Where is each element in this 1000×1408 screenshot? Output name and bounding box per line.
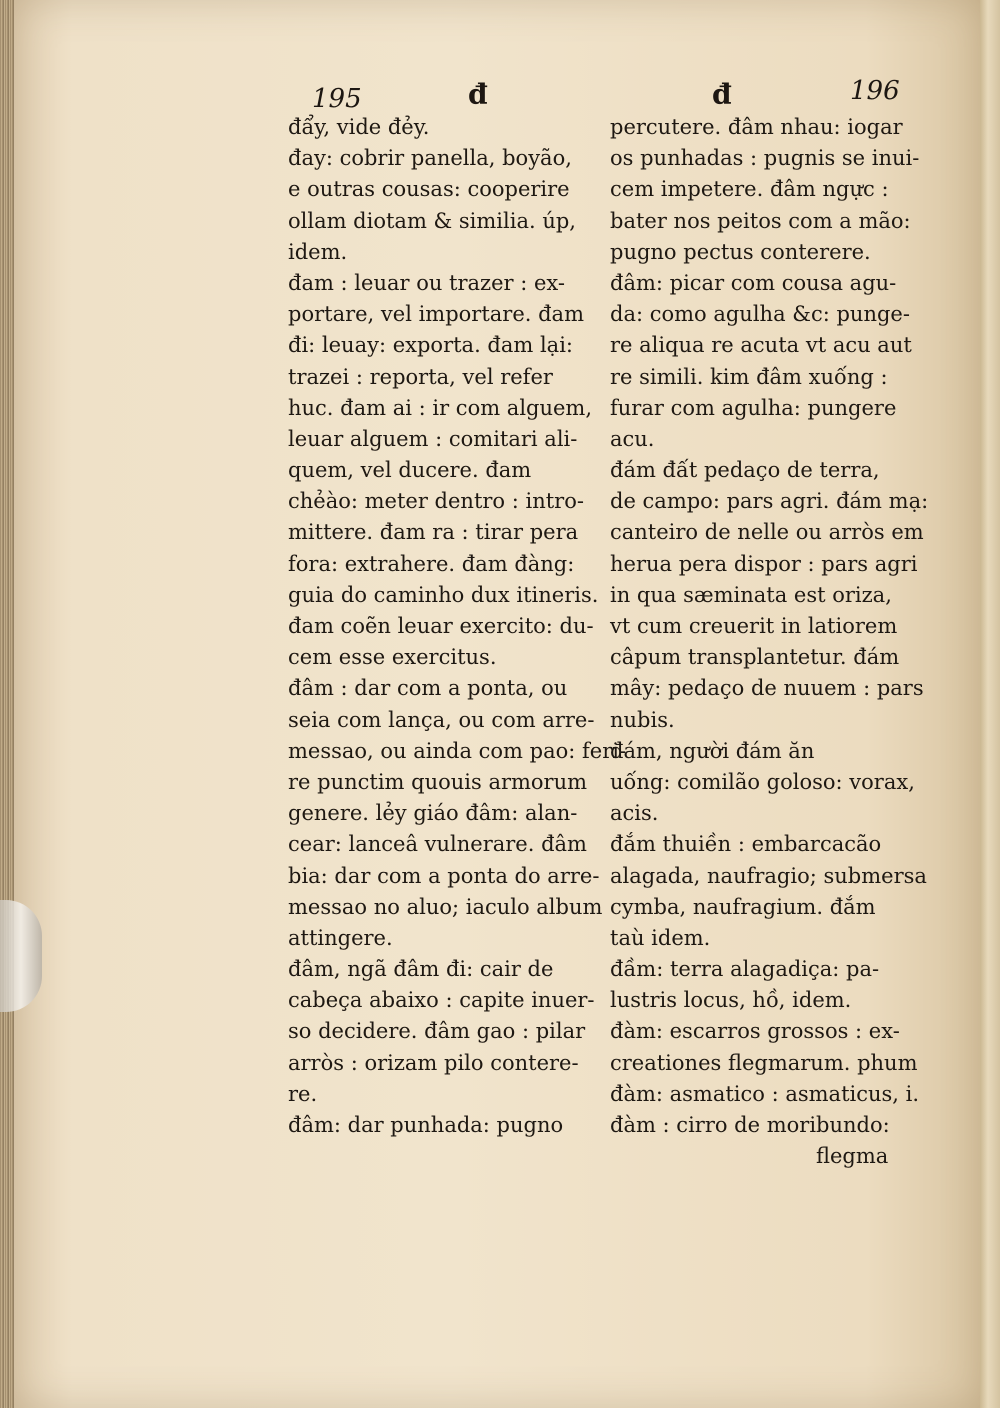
text-line: creationes flegmarum. phum (610, 1050, 918, 1075)
text-line: idem. (288, 239, 348, 264)
text-line: da: como agulha &c: punge- (610, 302, 910, 327)
text-line: bater nos peitos com a mão: (610, 208, 911, 233)
text-line: đàm: escarros grossos : ex- (610, 1019, 900, 1044)
text-line: cem esse exercitus. (288, 645, 497, 670)
text-line: đám đất pedaço de terra, (610, 458, 880, 483)
text-line: acu. (610, 426, 655, 451)
text-line: de campo: pars agri. đám mạ: (610, 489, 929, 514)
text-line: so decidere. đâm gao : pilar (288, 1019, 586, 1044)
catchword: flegma (816, 1144, 889, 1169)
text-line: re punctim quouis armorum (288, 769, 588, 794)
text-line: đâm, ngã đâm đi: cair de (288, 957, 554, 982)
text-line: đâm : dar com a ponta, ou (288, 676, 568, 701)
text-line: pugno pectus conterere. (610, 239, 871, 264)
text-line: đẩy, vide đẻy. (288, 115, 430, 139)
text-line: đàm: asmatico : asmaticus, i. (610, 1081, 920, 1106)
page-number-left: 195 (312, 84, 362, 114)
text-line: arròs : orizam pilo contere- (288, 1050, 579, 1075)
page-clip (0, 900, 42, 1012)
text-line: đàm : cirro de moribundo: (610, 1113, 890, 1137)
text-line: cear: lanceâ vulnerare. đâm (288, 832, 587, 857)
text-line: đâm: picar com cousa agu- (610, 270, 897, 295)
text-line: cabeça abaixo : capite inuer- (288, 988, 595, 1013)
text-line: ollam diotam & similia. úp, (288, 208, 576, 233)
text-line: cymba, naufragium. đắm (610, 894, 876, 919)
text-line: fora: extrahere. đam đàng: (288, 551, 575, 576)
text-line: mây: pedaço de nuuem : pars (610, 676, 924, 701)
text-line: re simili. kim đâm xuống : (610, 364, 888, 389)
text-line: e outras cousas: cooperire (288, 177, 570, 202)
left-column (288, 112, 627, 1141)
text-line: huc. đam ai : ir com alguem, (288, 395, 593, 420)
text-line: os punhadas : pugnis se inui- (610, 146, 920, 171)
text-line: mittere. đam ra : tirar pera (288, 520, 579, 545)
text-line: lustris locus, hồ, idem. (610, 988, 852, 1013)
text-line: uống: comilão goloso: vorax, (610, 769, 915, 794)
text-line: đi: leuay: exporta. đam lại: (288, 333, 573, 358)
text-line: guia do caminho dux itineris. (288, 582, 599, 607)
text-line: trazei : reporta, vel refer (288, 364, 553, 389)
text-line: portare, vel importare. đam (288, 302, 584, 327)
text-line: furar com agulha: pungere (610, 395, 897, 420)
text-line: taù idem. (610, 925, 711, 950)
text-line: messao, ou ainda com pao: feri- (288, 738, 627, 763)
text-line: chẻào: meter dentro : intro- (288, 489, 584, 514)
book-edge-right (980, 0, 1000, 1408)
text-line: percutere. đâm nhau: iogar (610, 115, 903, 139)
text-line: vt cum creuerit in latiorem (610, 614, 898, 638)
text-line: đầm: terra alagadiça: pa- (610, 957, 880, 982)
text-line: leuar alguem : comitari ali- (288, 426, 578, 451)
text-line: câpum transplantetur. đám (610, 645, 900, 670)
page-number-right: 196 (850, 76, 900, 106)
text-line: cem impetere. đâm ngực : (610, 177, 889, 202)
text-line: đay: cobrir panella, boyão, (288, 146, 572, 171)
text-line: đám, người đám ăn (610, 738, 815, 763)
header-letter-right: đ (712, 78, 732, 111)
text-line: acis. (610, 801, 659, 826)
text-line: re aliqua re acuta vt acu aut (610, 333, 912, 358)
text-line: attingere. (288, 925, 393, 950)
text-line: herua pera dispor : pars agri (610, 551, 918, 576)
text-line: seia com lança, ou com arre- (288, 707, 595, 732)
text-line: re. (288, 1081, 318, 1106)
text-line: messao no aluo; iaculo album (288, 894, 603, 919)
text-line: quem, vel ducere. đam (288, 458, 532, 483)
right-column (610, 112, 930, 1172)
text-line: nubis. (610, 707, 675, 732)
text-line: alagada, naufragio; submersa (610, 863, 927, 888)
text-line: bia: dar com a ponta do arre- (288, 863, 600, 888)
text-line: canteiro de nelle ou arròs em (610, 520, 924, 545)
text-line: đam : leuar ou trazer : ex- (288, 270, 565, 295)
text-line: đắm thuiền : embarcacão (610, 832, 882, 857)
text-line: genere. lẻy giáo đâm: alan- (288, 801, 578, 826)
header-letter-left: đ (468, 78, 488, 111)
text-line: in qua sæminata est oriza, (610, 582, 892, 607)
text-line: đâm: dar punhada: pugno (288, 1113, 564, 1137)
text-line: đam coẽn leuar exercito: du- (288, 614, 594, 638)
